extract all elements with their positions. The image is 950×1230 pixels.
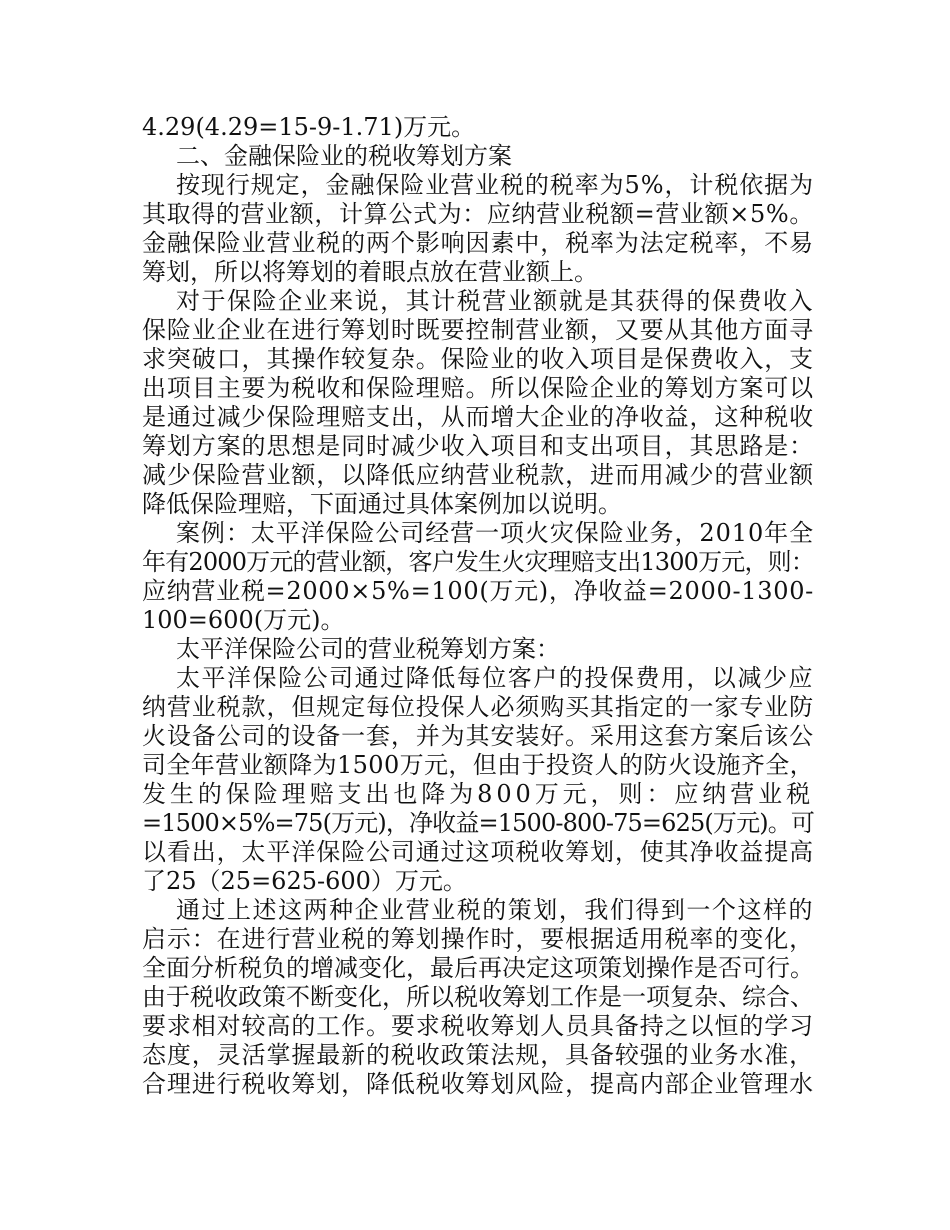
text-line: 火设备公司的设备一套，并为其安装好。采用这套方案后该公 xyxy=(142,722,815,750)
text-line: 4.29(4.29=15-9-1.71)万元。 xyxy=(142,113,476,141)
text-line: 年有2000万元的营业额，客户发生火灾理赔支出1300万元，则： xyxy=(142,548,815,576)
text-line: 了25（25=625-600）万元。 xyxy=(142,867,467,895)
body-text xyxy=(142,113,814,1099)
text-line: =1500×5%=75(万元)，净收益=1500-800-75=625(万元)。可 xyxy=(142,809,815,837)
text-line: 二、金融保险业的税收筹划方案 xyxy=(176,142,512,170)
text-line: 合理进行税收筹划，降低税收筹划风险，提高内部企业管理水 xyxy=(142,1070,815,1098)
text-line: 是通过减少保险理赔支出，从而增大企业的净收益，这种税收 xyxy=(142,403,815,431)
text-line: 按现行规定，金融保险业营业税的税率为5%，计税依据为 xyxy=(176,171,814,199)
text-line: 对于保险企业来说，其计税营业额就是其获得的保费收入 xyxy=(176,287,814,315)
text-line: 降低保险理赔，下面通过具体案例加以说明。 xyxy=(142,490,622,518)
text-line: 全面分析税负的增减变化，最后再决定这项策划操作是否可行。 xyxy=(142,954,814,982)
text-line: 金融保险业营业税的两个影响因素中，税率为法定税率，不易 xyxy=(142,229,815,257)
text-line: 太平洋保险公司的营业税筹划方案： xyxy=(176,635,560,663)
text-line: 通过上述这两种企业营业税的策划，我们得到一个这样的 xyxy=(176,896,814,924)
text-line: 要求相对较高的工作。要求税收筹划人员具备持之以恒的学习 xyxy=(142,1012,815,1040)
text-line: 减少保险营业额，以降低应纳营业税款，进而用减少的营业额 xyxy=(142,461,815,489)
text-line: 其取得的营业额，计算公式为：应纳营业税额=营业额×5%。 xyxy=(142,200,814,228)
text-line: 启示：在进行营业税的筹划操作时，要根据适用税率的变化， xyxy=(142,925,815,953)
text-line: 案例：太平洋保险公司经营一项火灾保险业务，2010年全 xyxy=(176,519,814,547)
text-line: 由于税收政策不断变化，所以税收筹划工作是一项复杂、综合、 xyxy=(142,983,814,1011)
text-line: 筹划，所以将筹划的着眼点放在营业额上。 xyxy=(142,258,598,286)
text-line: 100=600(万元)。 xyxy=(142,606,345,634)
text-line: 出项目主要为税收和保险理赔。所以保险企业的筹划方案可以 xyxy=(142,374,815,402)
text-line: 以看出，太平洋保险公司通过这项税收筹划，使其净收益提高 xyxy=(142,838,815,866)
text-line: 发生的保险理赔支出也降为800万元，则：应纳营业税 xyxy=(142,780,815,808)
text-line: 司全年营业额降为1500万元，但由于投资人的防火设施齐全， xyxy=(142,751,815,779)
text-line: 态度，灵活掌握最新的税收政策法规，具备较强的业务水准， xyxy=(142,1041,815,1069)
text-line: 纳营业税款，但规定每位投保人必须购买其指定的一家专业防 xyxy=(142,693,815,721)
text-line: 应纳营业税=2000×5%=100(万元)，净收益=2000-1300- xyxy=(142,577,814,605)
text-line: 太平洋保险公司通过降低每位客户的投保费用，以减少应 xyxy=(176,664,814,692)
text-line: 筹划方案的思想是同时减少收入项目和支出项目，其思路是： xyxy=(142,432,815,460)
text-line: 求突破口，其操作较复杂。保险业的收入项目是保费收入，支 xyxy=(142,345,815,373)
text-line: 保险业企业在进行筹划时既要控制营业额，又要从其他方面寻 xyxy=(142,316,815,344)
